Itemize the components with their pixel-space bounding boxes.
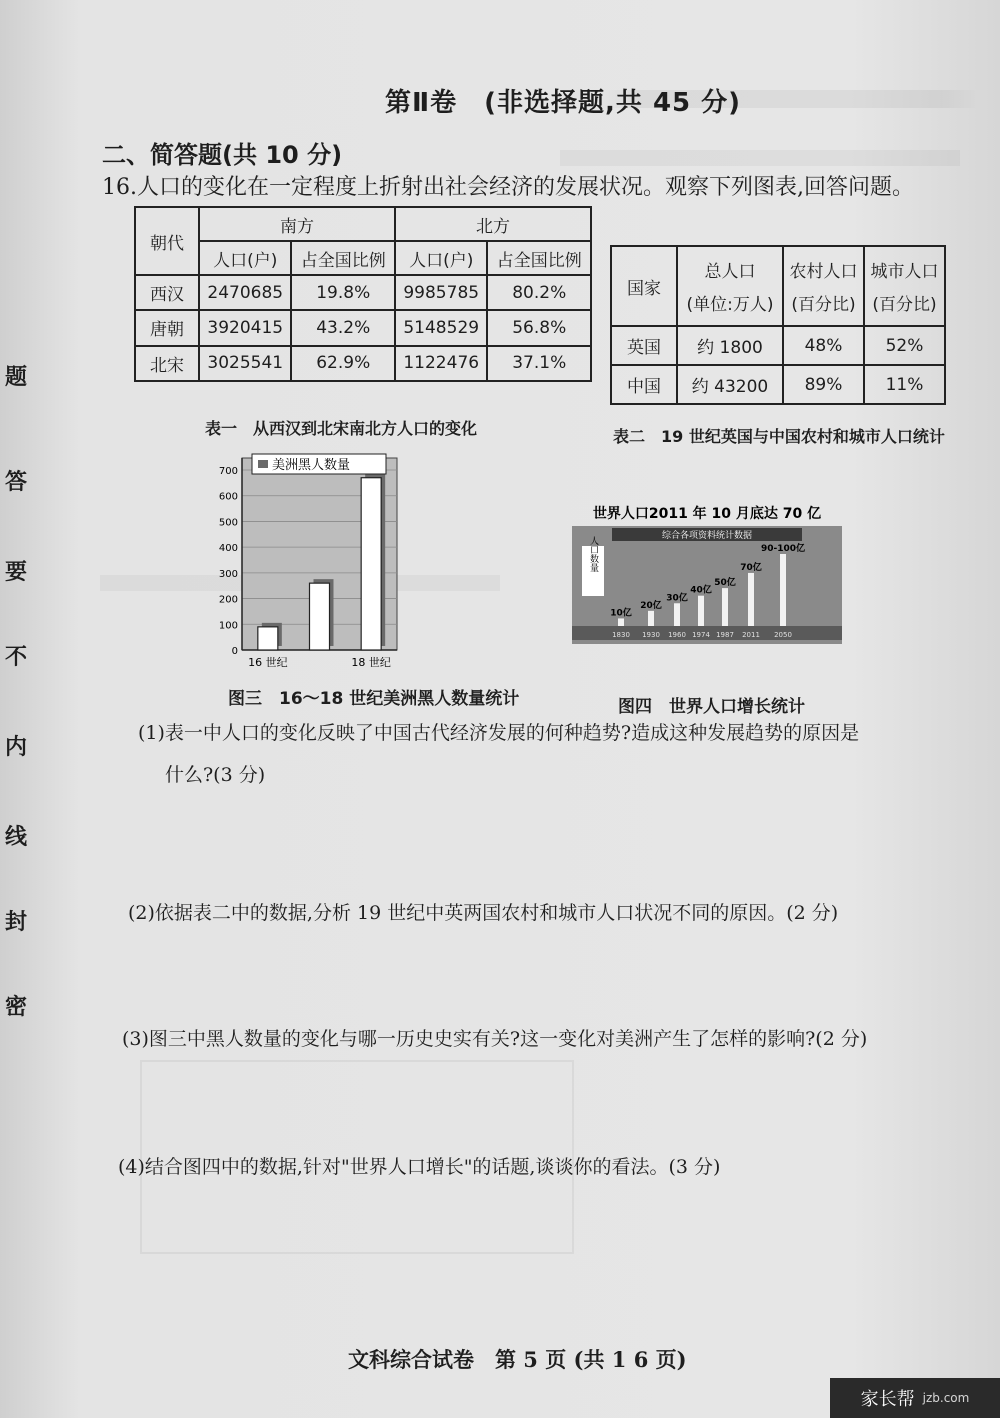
cell-country: 英国: [611, 326, 677, 365]
sub-population: 人口(户): [395, 241, 487, 275]
page-footer: 文科综合试卷 第 5 页 (共 1 6 页): [348, 1347, 687, 1372]
table-row: [611, 326, 945, 365]
cell-north-pop: 9985785: [395, 275, 487, 310]
header-dynasty: 朝代: [135, 207, 199, 275]
bar-value-label: 90-100亿: [760, 544, 806, 554]
margin-char: 内: [5, 734, 28, 760]
cell-south-pop: 3920415: [199, 310, 291, 345]
bar: [722, 588, 728, 626]
margin-char: 密: [5, 994, 28, 1020]
bar-value-label: 50亿: [714, 578, 736, 589]
bar: [258, 627, 278, 650]
margin-char: 封: [5, 909, 28, 935]
margin-char: 题: [5, 364, 28, 390]
bar-value-label: 20亿: [640, 600, 662, 611]
cell-north-ratio: 56.8%: [487, 310, 591, 345]
cell-north-ratio: 80.2%: [487, 275, 591, 310]
y-tick-label: 400: [218, 543, 238, 555]
bar: [361, 478, 381, 650]
bar-value-label: 70亿: [740, 562, 762, 573]
cell-south-ratio: 62.9%: [291, 346, 395, 381]
cell-south-pop: 3025541: [199, 346, 291, 381]
sub-question-1: (1)表一中人口的变化反映了中国古代经济发展的何种趋势?造成这种发展趋势的原因是: [138, 722, 860, 744]
cell-north-ratio: 37.1%: [487, 346, 591, 381]
header-urban-label: 城市人口: [870, 262, 939, 282]
y-tick-label: 600: [218, 491, 238, 503]
margin-char: 线: [5, 824, 28, 850]
x-tick-label: 1930: [642, 631, 660, 639]
cell-dynasty: 北宋: [135, 346, 199, 381]
bar: [748, 573, 754, 626]
y-tick-label: 200: [218, 594, 238, 606]
cell-south-ratio: 19.8%: [291, 275, 395, 310]
x-tick-label: 2011: [742, 631, 760, 639]
cell-total: 约 1800: [677, 326, 783, 365]
cell-south-ratio: 43.2%: [291, 310, 395, 345]
bar: [618, 618, 624, 626]
watermark-logo: [830, 1378, 1000, 1418]
figure4-chart: [572, 498, 842, 650]
figure3-caption: 图三 16～18 世纪美洲黑人数量统计: [228, 689, 520, 709]
cell-dynasty: 唐朝: [135, 310, 199, 345]
legend-label: 美洲黑人数量: [272, 458, 351, 473]
legend-swatch: [258, 460, 268, 468]
table-header-row: [135, 207, 591, 241]
sub-population: 人口(户): [199, 241, 291, 275]
x-tick-label: 1830: [612, 631, 630, 639]
table-row: [135, 275, 591, 310]
cell-north-pop: 5148529: [395, 310, 487, 345]
binding-margin: [0, 300, 40, 1400]
bar: [674, 603, 680, 626]
question-stem: 16.人口的变化在一定程度上折射出社会经济的发展状况。观察下列图表,回答问题。: [102, 175, 914, 200]
bar: [780, 554, 786, 626]
header-rural: [783, 246, 864, 326]
watermark-site: jzb.com: [922, 1391, 970, 1405]
cell-rural: 48%: [783, 326, 864, 365]
bar-value-label: 10亿: [610, 608, 632, 619]
y-axis-label: 人口数量: [588, 536, 598, 572]
cell-urban: 52%: [864, 326, 945, 365]
sub-ratio: 占全国比例: [487, 241, 591, 275]
x-tick-label: 1960: [668, 631, 686, 639]
header-north: 北方: [395, 207, 591, 241]
figure4-caption: 图四 世界人口增长统计: [618, 697, 805, 717]
table-uk-china-population: [610, 245, 946, 405]
bar: [698, 596, 704, 626]
header-urban-unit: (百分比): [872, 295, 937, 315]
figure3-chart: [206, 450, 406, 676]
margin-char: 答: [5, 469, 28, 495]
header-country: 国家: [611, 246, 677, 326]
sub-ratio: 占全国比例: [291, 241, 395, 275]
table-header-row: [611, 246, 945, 326]
banner-text: 综合各项资料统计数据: [661, 531, 753, 541]
y-tick-label: 100: [218, 620, 238, 632]
table1-caption: 表一 从西汉到北宋南北方人口的变化: [205, 419, 478, 438]
table-row: [135, 346, 591, 381]
bar-value-label: 40亿: [690, 585, 712, 596]
table-row: [135, 310, 591, 345]
table-subheader-row: [135, 241, 591, 275]
sub-question-1-cont: 什么?(3 分): [165, 764, 266, 786]
header-total-label: 总人口: [704, 262, 756, 282]
x-tick-label: 1974: [692, 631, 710, 639]
header-rural-label: 农村人口: [789, 262, 858, 282]
margin-char: 要: [5, 559, 28, 585]
bar-value-label: 30亿: [666, 593, 688, 604]
cell-total: 约 43200: [677, 365, 783, 404]
bleed-through: [560, 150, 960, 166]
figure4-title: 世界人口2011 年 10 月底达 70 亿: [592, 506, 822, 522]
y-tick-label: 500: [218, 517, 238, 529]
cell-south-pop: 2470685: [199, 275, 291, 310]
cell-north-pop: 1122476: [395, 346, 487, 381]
table-row: [611, 365, 945, 404]
bar: [310, 583, 330, 650]
section-title: 二、简答题(共 10 分): [102, 141, 343, 169]
y-tick-label: 300: [218, 568, 238, 580]
x-tick-label: 16 世纪: [248, 656, 288, 669]
sub-question-3: (3)图三中黑人数量的变化与哪一历史史实有关?这一变化对美洲产生了怎样的影响?(2 分): [122, 1028, 868, 1050]
header-south: 南方: [199, 207, 395, 241]
table-population-south-north: [134, 206, 592, 382]
header-total: [677, 246, 783, 326]
header-rural-unit: (百分比): [791, 295, 856, 315]
cell-dynasty: 西汉: [135, 275, 199, 310]
table2-caption: 表二 19 世纪英国与中国农村和城市人口统计: [613, 427, 945, 446]
header-urban: [864, 246, 945, 326]
y-tick-label: 700: [218, 466, 238, 477]
x-tick-label: 18 世纪: [351, 656, 391, 669]
x-tick-label: 2050: [774, 631, 792, 639]
margin-char: 不: [5, 644, 28, 670]
y-tick-label: 0: [231, 646, 238, 657]
sub-question-4: (4)结合图四中的数据,针对"世界人口增长"的话题,谈谈你的看法。(3 分): [118, 1156, 721, 1178]
x-tick-label: 1987: [716, 631, 734, 639]
cell-country: 中国: [611, 365, 677, 404]
sub-question-2: (2)依据表二中的数据,分析 19 世纪中英两国农村和城市人口状况不同的原因。(2 分): [128, 902, 839, 924]
part-title: 第Ⅱ卷 (非选择题,共 45 分): [385, 88, 742, 118]
cell-rural: 89%: [783, 365, 864, 404]
cell-urban: 11%: [864, 365, 945, 404]
watermark-brand: 家长帮: [860, 1389, 915, 1410]
bar: [648, 611, 654, 626]
header-total-unit: (单位:万人): [686, 295, 774, 315]
